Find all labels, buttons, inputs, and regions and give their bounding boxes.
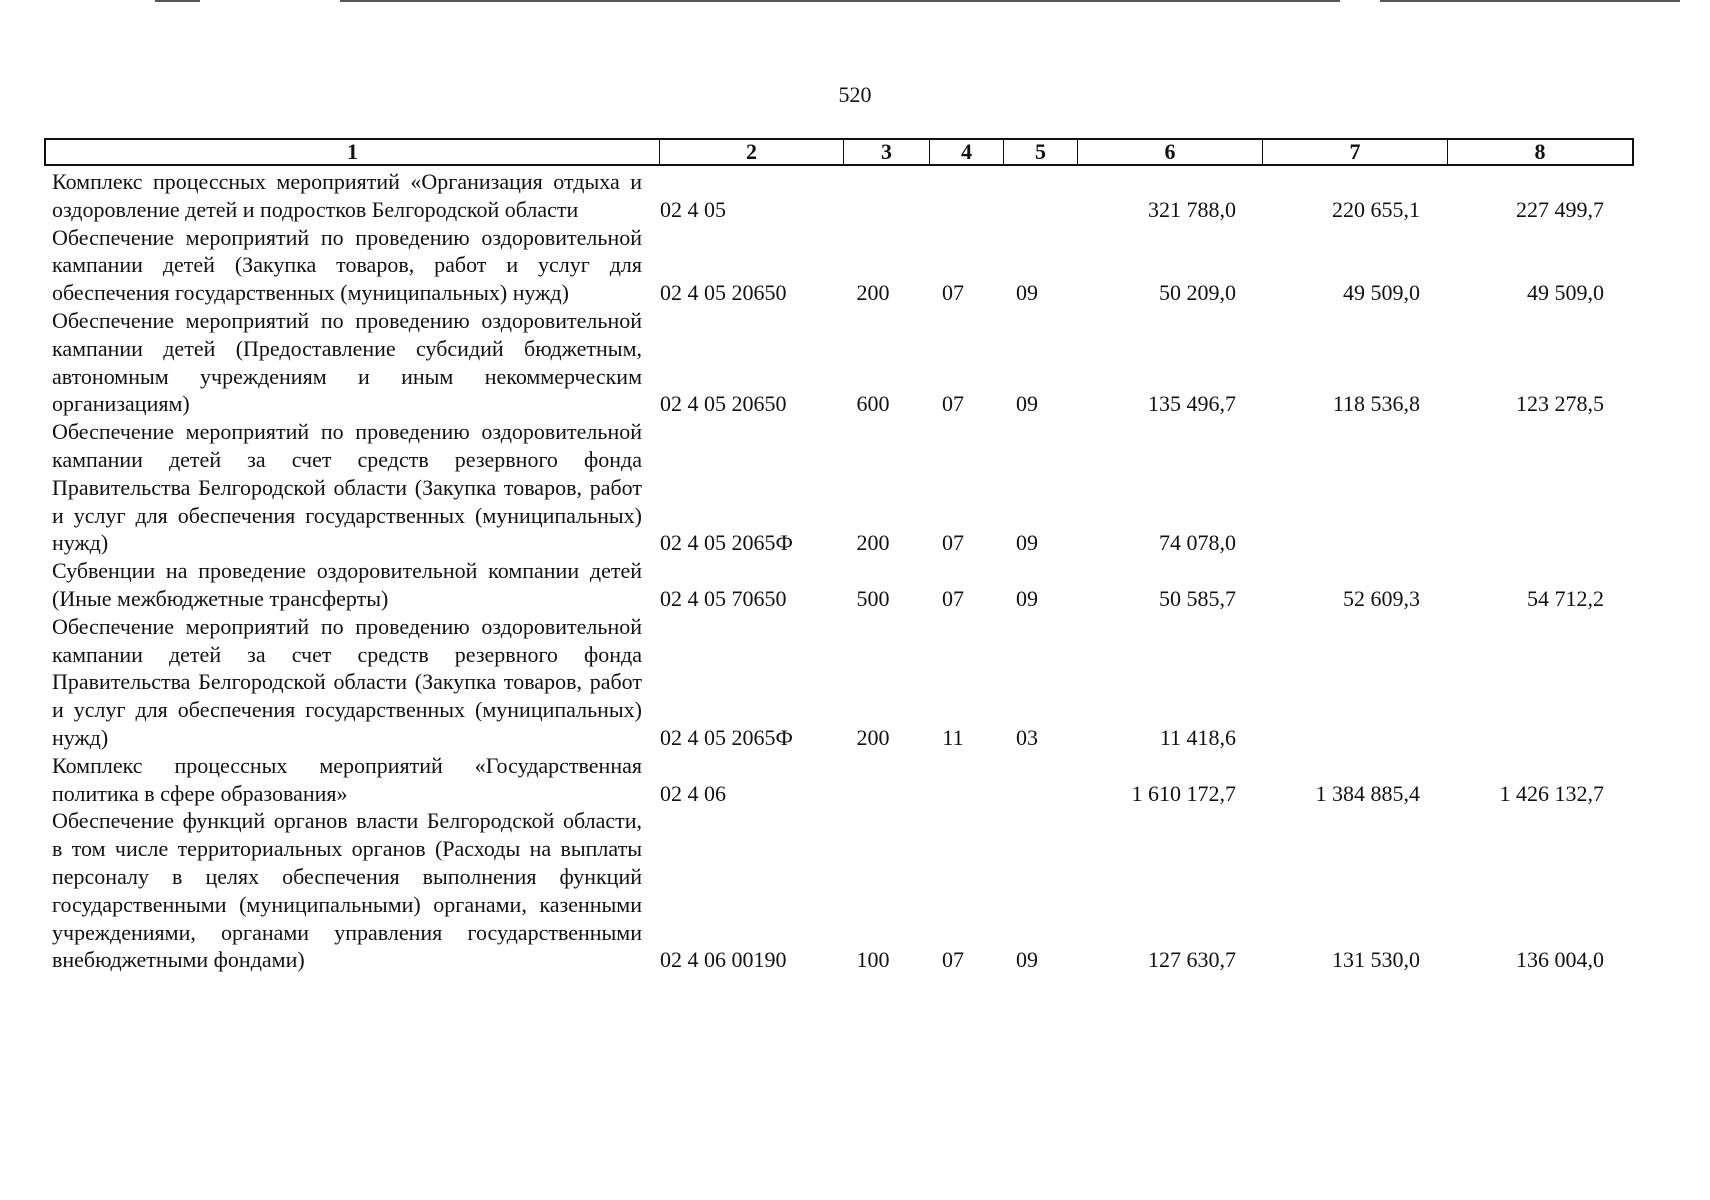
row-section: 07 <box>942 947 964 973</box>
row-code: 02 4 06 <box>660 780 726 806</box>
row-subsection: 09 <box>1016 391 1038 417</box>
row-expense-type: 100 <box>856 947 890 973</box>
column-header-4: 4 <box>930 140 1004 164</box>
row-amount-col6: 321 788,0 <box>1148 196 1236 222</box>
column-header-8: 8 <box>1534 139 1546 164</box>
table-row <box>44 752 1634 808</box>
column-header-1: 1 <box>46 140 660 164</box>
row-description: Обеспечение мероприятий по проведению оздоровительной кампании детей за счет средств резервного фонда Правительства Белгородской области (Закупка товаров, работ и услуг для обеспечения государственных (муниципальных) нужд) <box>52 419 642 556</box>
row-expense-type: 600 <box>856 391 890 417</box>
page-number: 520 <box>838 82 872 107</box>
row-amount-col7: 131 530,0 <box>1332 947 1420 973</box>
row-code: 02 4 06 00190 <box>660 947 787 973</box>
row-section: 07 <box>942 280 964 306</box>
row-code: 02 4 05 <box>660 196 726 222</box>
table-header <box>44 138 1634 166</box>
column-header-2: 2 <box>660 140 844 164</box>
row-code: 02 4 05 2065Ф <box>660 530 793 556</box>
row-amount-col6: 135 496,7 <box>1148 391 1236 417</box>
row-amount-col8: 1 426 132,7 <box>1499 780 1604 806</box>
row-section: 11 <box>942 724 964 750</box>
column-header-3: 3 <box>844 140 930 164</box>
column-header-7: 7 <box>1263 140 1448 164</box>
row-subsection: 09 <box>1016 585 1038 611</box>
table-row <box>44 168 1634 224</box>
row-subsection: 09 <box>1016 530 1038 556</box>
table-row <box>44 557 1634 613</box>
top-scan-rule-left <box>155 0 200 2</box>
row-subsection: 09 <box>1016 280 1038 306</box>
row-amount-col7: 1 384 885,4 <box>1315 780 1420 806</box>
column-header-5: 5 <box>1004 140 1078 164</box>
row-amount-col8: 123 278,5 <box>1516 391 1604 417</box>
table-row <box>44 224 1634 307</box>
top-scan-rule-right <box>1380 0 1680 2</box>
row-code: 02 4 05 20650 <box>660 391 787 417</box>
table-row <box>44 807 1634 974</box>
row-description: Обеспечение мероприятий по проведению оздоровительной кампании детей (Закупка товаров, работ и услуг для обеспечения государственных (муниципальных) нужд) <box>52 224 642 306</box>
row-code: 02 4 05 2065Ф <box>660 724 793 750</box>
row-description: Обеспечение мероприятий по проведению оздоровительной кампании детей за счет средств резервного фонда Правительства Белгородской области (Закупка товаров, работ и услуг для обеспечения государственных (муниципальных) нужд) <box>52 613 642 750</box>
column-header-6: 6 <box>1078 140 1263 164</box>
row-description: Комплекс процессных мероприятий «Организация отдыха и оздоровление детей и подростков Белгородской области <box>52 169 642 222</box>
row-description: Субвенции на проведение оздоровительной компании детей (Иные межбюджетные трансферты) <box>52 558 642 611</box>
row-amount-col6: 1 610 172,7 <box>1131 780 1236 806</box>
table-row <box>44 613 1634 752</box>
row-description: Комплекс процессных мероприятий «Государственная политика в сфере образования» <box>52 752 642 806</box>
table-row <box>44 307 1634 418</box>
row-amount-col6: 74 078,0 <box>1159 530 1236 556</box>
row-description: Обеспечение мероприятий по проведению оздоровительной кампании детей (Предоставление субсидий бюджетным, автономным учреждениям и иным некоммерческим организациям) <box>52 307 642 417</box>
row-description: Обеспечение функций органов власти Белгородской области, в том числе территориальных органов (Расходы на выплаты персоналу в целях обеспечения выполнения функций государственными (муниципальными) органами, казенными учреждениями, органами управления государственными внебюджетными фондами) <box>52 808 642 973</box>
row-section: 07 <box>942 530 964 556</box>
row-section: 07 <box>942 585 964 611</box>
row-subsection: 09 <box>1016 947 1038 973</box>
row-expense-type: 500 <box>856 585 890 611</box>
row-expense-type: 200 <box>856 280 890 306</box>
row-amount-col6: 11 418,6 <box>1159 724 1236 750</box>
row-expense-type: 200 <box>856 724 890 750</box>
row-amount-col7: 118 536,8 <box>1332 391 1420 417</box>
table-row <box>44 418 1634 557</box>
row-code: 02 4 05 20650 <box>660 280 787 306</box>
top-scan-rule-middle <box>340 0 1340 2</box>
row-amount-col8: 227 499,7 <box>1516 196 1604 222</box>
row-amount-col7: 220 655,1 <box>1332 196 1420 222</box>
row-amount-col8: 136 004,0 <box>1516 947 1604 973</box>
row-code: 02 4 05 70650 <box>660 585 787 611</box>
row-amount-col8: 49 509,0 <box>1527 280 1604 306</box>
row-amount-col8: 54 712,2 <box>1527 585 1604 611</box>
table-body <box>44 168 1634 974</box>
row-amount-col7: 49 509,0 <box>1343 280 1420 306</box>
row-section: 07 <box>942 391 964 417</box>
row-amount-col6: 50 209,0 <box>1159 280 1236 306</box>
row-amount-col6: 50 585,7 <box>1159 585 1236 611</box>
row-subsection: 03 <box>1016 724 1038 750</box>
row-amount-col7: 52 609,3 <box>1343 585 1420 611</box>
row-amount-col6: 127 630,7 <box>1148 947 1236 973</box>
row-expense-type: 200 <box>856 530 890 556</box>
